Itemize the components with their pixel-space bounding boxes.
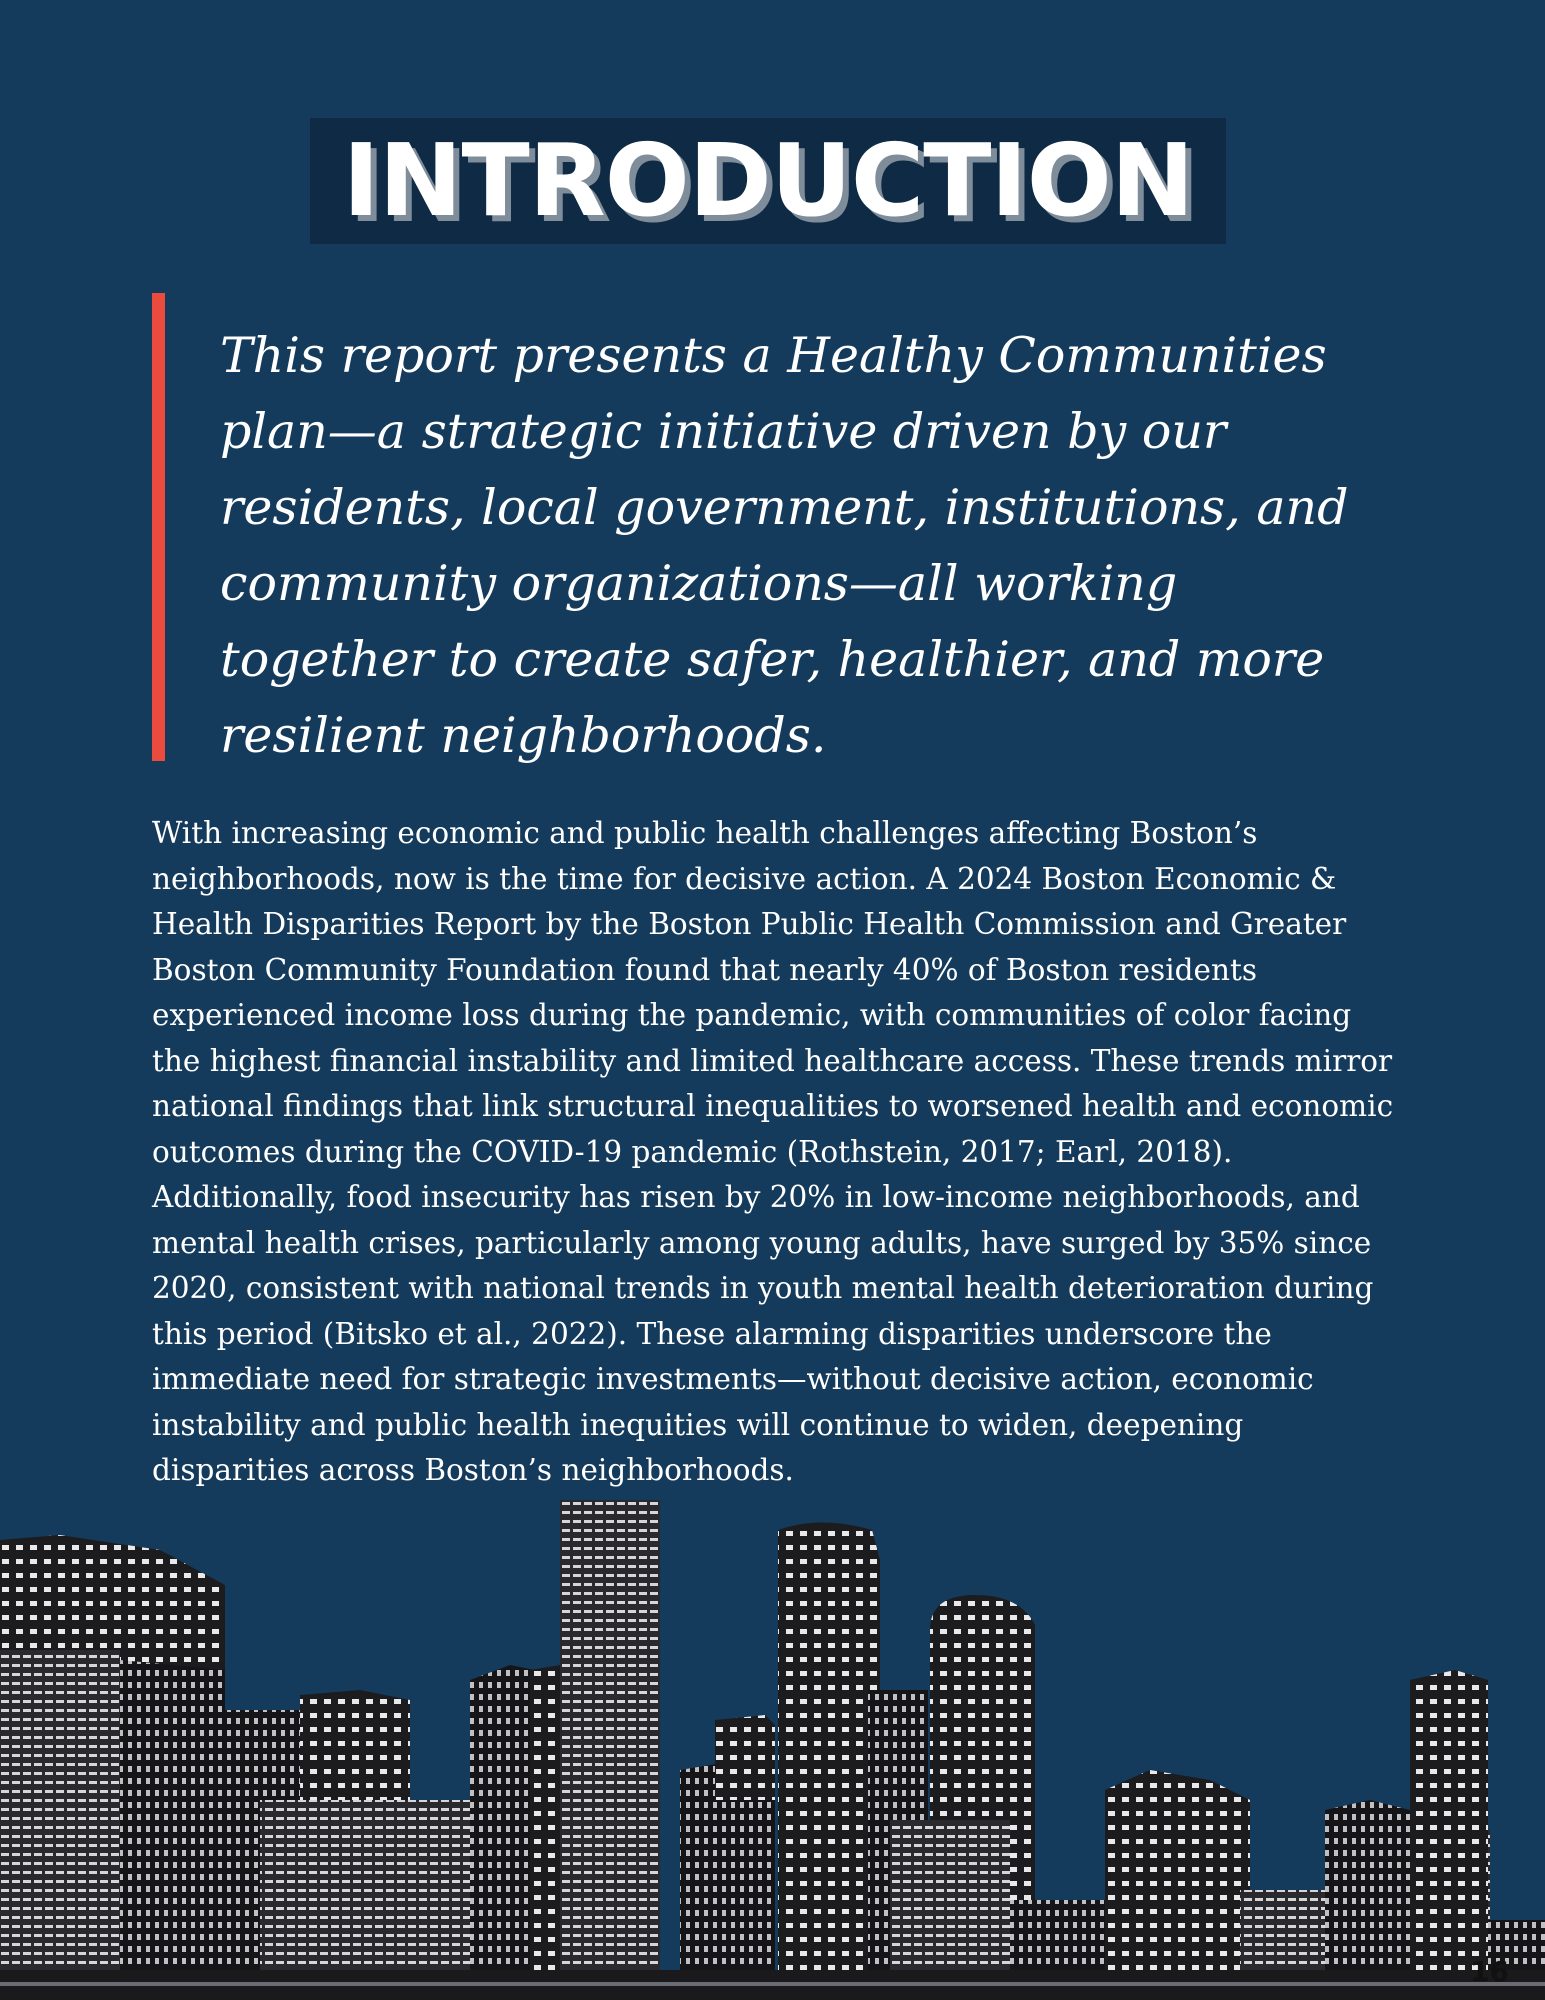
page-title: INTRODUCTION (342, 122, 1194, 239)
body-paragraph: With increasing economic and public health challenges affecting Boston’s neighborhoods, now is the time for decisive action. A 2024 Boston Economic & Health Disparities Report by the Boston Public Health Commission and Greater Boston Community Foundation found that nearly 40% of Boston residents experienced income loss during the pandemic, with communities of color facing the highest financial instability and limited healthcare access. These trends mirror national findings that link structural inequalities to worsened health and economic outcomes during the COVID-19 pandemic (Rothstein, 2017; Earl, 2018). Additionally, food insecurity has risen by 20% in low-income neighborhoods, and mental health crises, particularly among young adults, have surged by 35% since 2020, consistent with national trends in youth mental health deterioration during this period (Bitsko et al., 2022). These alarming disparities underscore the immediate need for strategic investments—without decisive action, economic instability and public health inequities will continue to widen, deepening disparities across Boston’s neighborhoods. (152, 816, 1394, 1487)
pull-quote: This report presents a Healthy Communities plan—a strategic initiative driven by our residents, local government, institutions, and community organizations—all working together to create safer, healthier, and more resilient neighborhoods. (220, 327, 1349, 764)
pull-quote-accent-bar (152, 293, 165, 761)
title-banner (310, 118, 1226, 244)
city-skyline-image (0, 1500, 1545, 2000)
page-number: 16 (1470, 1955, 1509, 1988)
